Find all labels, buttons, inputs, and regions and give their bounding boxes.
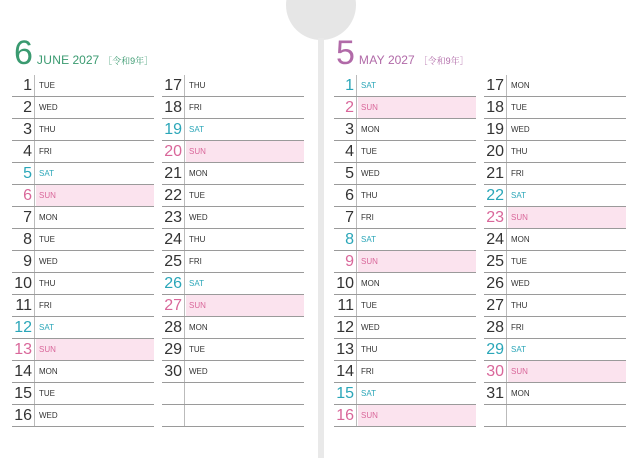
weekday-label: SUN: [358, 251, 476, 272]
row-divider: [506, 97, 507, 118]
day-row: [484, 251, 626, 273]
date-number: 29: [486, 341, 504, 358]
date-number: 10: [14, 275, 32, 292]
date-number: 24: [486, 231, 504, 248]
weekday-label: SUN: [508, 207, 626, 228]
weekday-label: THU: [511, 147, 528, 156]
day-column: [484, 75, 626, 427]
row-divider: [356, 383, 357, 404]
day-row: [162, 361, 304, 383]
day-row: [162, 229, 304, 251]
row-divider: [506, 383, 507, 404]
date-number: 13: [14, 341, 32, 358]
weekday-label: MON: [361, 125, 380, 134]
day-row: [484, 339, 626, 361]
day-row: [12, 207, 154, 229]
date-number: 14: [336, 363, 354, 380]
day-row: [12, 339, 154, 361]
date-number: 4: [23, 143, 32, 160]
row-divider: [184, 119, 185, 140]
date-number: 28: [486, 319, 504, 336]
row-divider: [34, 207, 35, 228]
row-divider: [34, 75, 35, 96]
date-number: 8: [345, 231, 354, 248]
row-divider: [184, 163, 185, 184]
day-row: [162, 141, 304, 163]
day-row: [484, 163, 626, 185]
weekday-label: SAT: [511, 191, 526, 200]
day-row: [334, 141, 476, 163]
day-row: [12, 75, 154, 97]
weekday-label: SAT: [361, 81, 376, 90]
month-name: JUNE: [36, 53, 70, 67]
row-divider: [184, 97, 185, 118]
row-divider: [506, 273, 507, 294]
date-number: 20: [486, 143, 504, 160]
row-divider: [356, 229, 357, 250]
row-divider: [34, 295, 35, 316]
date-number: 25: [486, 253, 504, 270]
date-number: 24: [164, 231, 182, 248]
date-number: 17: [164, 77, 182, 94]
day-row: [334, 229, 476, 251]
date-number: 27: [486, 297, 504, 314]
day-row: [334, 273, 476, 295]
weekday-label: SAT: [189, 125, 204, 134]
row-divider: [184, 383, 185, 404]
day-row: [12, 229, 154, 251]
row-divider: [356, 119, 357, 140]
weekday-label: THU: [189, 235, 206, 244]
weekday-label: TUE: [189, 191, 205, 200]
day-row: [162, 163, 304, 185]
day-row: [334, 405, 476, 427]
weekday-label: WED: [39, 103, 58, 112]
date-number: 19: [486, 121, 504, 138]
month-header: [14, 36, 153, 72]
date-number: 23: [164, 209, 182, 226]
day-row: [162, 317, 304, 339]
row-divider: [34, 141, 35, 162]
weekday-label: WED: [361, 169, 380, 178]
weekday-label: THU: [39, 125, 56, 134]
row-divider: [506, 75, 507, 96]
weekday-label: TUE: [39, 235, 55, 244]
day-row: [484, 97, 626, 119]
date-number: 5: [23, 165, 32, 182]
day-row: [484, 141, 626, 163]
day-row: [484, 405, 626, 427]
weekday-label: MON: [189, 169, 208, 178]
weekday-label: TUE: [361, 301, 377, 310]
date-number: 16: [336, 407, 354, 424]
day-row: [484, 75, 626, 97]
date-number: 30: [164, 363, 182, 380]
row-divider: [184, 339, 185, 360]
row-divider: [356, 405, 357, 426]
date-number: 9: [345, 253, 354, 270]
weekday-label: SUN: [358, 97, 476, 118]
june-page: [12, 0, 318, 458]
day-row: [162, 273, 304, 295]
day-row: [334, 295, 476, 317]
day-row: [12, 317, 154, 339]
row-divider: [356, 97, 357, 118]
day-row: [334, 97, 476, 119]
date-number: 5: [345, 165, 354, 182]
day-row: [334, 339, 476, 361]
row-divider: [184, 185, 185, 206]
row-divider: [356, 251, 357, 272]
weekday-label: SUN: [358, 405, 476, 426]
year: 2027: [72, 53, 100, 67]
weekday-label: SUN: [508, 361, 626, 382]
weekday-label: MON: [511, 81, 530, 90]
day-row: [334, 75, 476, 97]
row-divider: [506, 339, 507, 360]
weekday-label: MON: [39, 213, 58, 222]
weekday-label: WED: [39, 411, 58, 420]
weekday-label: FRI: [361, 213, 374, 222]
month-number: 6: [14, 34, 33, 72]
day-row: [162, 207, 304, 229]
date-number: 30: [486, 363, 504, 380]
row-divider: [356, 361, 357, 382]
date-number: 15: [336, 385, 354, 402]
row-divider: [184, 295, 185, 316]
day-row: [12, 141, 154, 163]
weekday-label: THU: [361, 345, 378, 354]
day-column: [162, 75, 304, 427]
date-number: 7: [345, 209, 354, 226]
weekday-label: WED: [189, 213, 208, 222]
row-divider: [506, 185, 507, 206]
weekday-label: THU: [189, 81, 206, 90]
row-divider: [34, 383, 35, 404]
date-number: 23: [486, 209, 504, 226]
date-number: 20: [164, 143, 182, 160]
day-row: [484, 273, 626, 295]
date-number: 2: [345, 99, 354, 116]
row-divider: [506, 163, 507, 184]
weekday-label: SAT: [39, 323, 54, 332]
weekday-label: [508, 405, 626, 426]
row-divider: [34, 119, 35, 140]
day-row: [12, 273, 154, 295]
day-row: [334, 383, 476, 405]
row-divider: [184, 229, 185, 250]
weekday-label: TUE: [39, 81, 55, 90]
weekday-label: FRI: [39, 147, 52, 156]
day-row: [162, 339, 304, 361]
weekday-label: TUE: [189, 345, 205, 354]
row-divider: [34, 317, 35, 338]
weekday-label: WED: [511, 125, 530, 134]
day-row: [162, 119, 304, 141]
day-row: [162, 75, 304, 97]
date-number: 9: [23, 253, 32, 270]
day-row: [334, 361, 476, 383]
date-number: 6: [345, 187, 354, 204]
day-row: [12, 405, 154, 427]
day-row: [12, 295, 154, 317]
date-number: 16: [14, 407, 32, 424]
weekday-label: MON: [511, 235, 530, 244]
page-spine: [318, 38, 324, 458]
day-row: [12, 119, 154, 141]
day-row: [162, 405, 304, 427]
date-number: 22: [164, 187, 182, 204]
date-number: 3: [345, 121, 354, 138]
weekday-label: FRI: [511, 323, 524, 332]
weekday-label: WED: [39, 257, 58, 266]
row-divider: [34, 273, 35, 294]
day-row: [484, 317, 626, 339]
date-number: 15: [14, 385, 32, 402]
weekday-label: MON: [189, 323, 208, 332]
weekday-label: THU: [511, 301, 528, 310]
date-number: 22: [486, 187, 504, 204]
weekday-label: FRI: [189, 103, 202, 112]
row-divider: [506, 207, 507, 228]
date-number: 11: [337, 297, 354, 314]
day-row: [484, 383, 626, 405]
weekday-label: SUN: [186, 295, 304, 316]
weekday-label: WED: [361, 323, 380, 332]
date-number: 28: [164, 319, 182, 336]
day-row: [12, 251, 154, 273]
date-number: 10: [336, 275, 354, 292]
row-divider: [184, 361, 185, 382]
day-row: [484, 119, 626, 141]
date-number: 26: [164, 275, 182, 292]
day-row: [12, 383, 154, 405]
weekday-label: FRI: [361, 367, 374, 376]
day-row: [334, 185, 476, 207]
weekday-label: THU: [39, 279, 56, 288]
day-row: [162, 251, 304, 273]
weekday-label: SAT: [361, 235, 376, 244]
date-number: 8: [23, 231, 32, 248]
row-divider: [34, 339, 35, 360]
date-number: 26: [486, 275, 504, 292]
row-divider: [506, 405, 507, 426]
date-number: 11: [15, 297, 32, 314]
day-row: [162, 185, 304, 207]
weekday-label: [186, 383, 304, 404]
date-number: 17: [486, 77, 504, 94]
day-row: [334, 119, 476, 141]
day-row: [12, 97, 154, 119]
weekday-label: SUN: [186, 141, 304, 162]
date-number: 31: [486, 385, 504, 402]
month-name: MAY: [358, 53, 385, 67]
row-divider: [184, 273, 185, 294]
day-row: [334, 163, 476, 185]
row-divider: [184, 317, 185, 338]
date-number: 12: [14, 319, 32, 336]
row-divider: [506, 361, 507, 382]
day-row: [484, 361, 626, 383]
day-row: [484, 229, 626, 251]
era-label: ［令和9年］: [103, 56, 154, 66]
row-divider: [34, 361, 35, 382]
row-divider: [184, 251, 185, 272]
weekday-label: WED: [511, 279, 530, 288]
row-divider: [356, 141, 357, 162]
date-number: 1: [345, 77, 354, 94]
date-number: 14: [14, 363, 32, 380]
row-divider: [506, 141, 507, 162]
day-row: [162, 97, 304, 119]
row-divider: [356, 273, 357, 294]
date-number: 19: [164, 121, 182, 138]
date-number: 21: [164, 165, 182, 182]
row-divider: [506, 317, 507, 338]
row-divider: [356, 339, 357, 360]
row-divider: [506, 119, 507, 140]
row-divider: [356, 207, 357, 228]
month-number: 5: [336, 34, 355, 72]
day-row: [162, 383, 304, 405]
era-label: ［令和9年］: [418, 56, 469, 66]
weekday-label: THU: [361, 191, 378, 200]
day-row: [484, 207, 626, 229]
row-divider: [506, 229, 507, 250]
weekday-label: TUE: [361, 147, 377, 156]
weekday-label: MON: [361, 279, 380, 288]
year: 2027: [387, 53, 415, 67]
row-divider: [356, 317, 357, 338]
date-number: 6: [23, 187, 32, 204]
row-divider: [34, 185, 35, 206]
day-row: [484, 295, 626, 317]
weekday-label: MON: [39, 367, 58, 376]
day-row: [484, 185, 626, 207]
weekday-label: [186, 405, 304, 426]
date-number: 21: [486, 165, 504, 182]
row-divider: [184, 405, 185, 426]
date-number: 13: [336, 341, 354, 358]
row-divider: [34, 405, 35, 426]
weekday-label: SAT: [189, 279, 204, 288]
row-divider: [356, 185, 357, 206]
row-divider: [34, 251, 35, 272]
row-divider: [506, 251, 507, 272]
weekday-label: SAT: [511, 345, 526, 354]
row-divider: [506, 295, 507, 316]
row-divider: [356, 295, 357, 316]
day-column: [334, 75, 476, 427]
row-divider: [356, 163, 357, 184]
row-divider: [184, 207, 185, 228]
date-number: 1: [23, 77, 32, 94]
row-divider: [34, 163, 35, 184]
date-number: 7: [23, 209, 32, 226]
day-row: [334, 251, 476, 273]
date-number: 25: [164, 253, 182, 270]
weekday-label: WED: [189, 367, 208, 376]
weekday-label: MON: [511, 389, 530, 398]
day-row: [162, 295, 304, 317]
may-page: [334, 0, 640, 458]
day-column: [12, 75, 154, 427]
day-row: [12, 361, 154, 383]
row-divider: [356, 75, 357, 96]
date-number: 27: [164, 297, 182, 314]
weekday-label: TUE: [39, 389, 55, 398]
weekday-label: SUN: [36, 185, 154, 206]
row-divider: [34, 97, 35, 118]
date-number: 4: [345, 143, 354, 160]
day-row: [12, 185, 154, 207]
row-divider: [34, 229, 35, 250]
date-number: 12: [336, 319, 354, 336]
weekday-label: SAT: [361, 389, 376, 398]
day-row: [334, 207, 476, 229]
weekday-label: SAT: [39, 169, 54, 178]
weekday-label: TUE: [511, 257, 527, 266]
weekday-label: FRI: [511, 169, 524, 178]
weekday-label: FRI: [189, 257, 202, 266]
day-row: [334, 317, 476, 339]
day-row: [12, 163, 154, 185]
row-divider: [184, 141, 185, 162]
weekday-label: SUN: [36, 339, 154, 360]
date-number: 29: [164, 341, 182, 358]
date-number: 2: [23, 99, 32, 116]
row-divider: [184, 75, 185, 96]
date-number: 18: [486, 99, 504, 116]
date-number: 3: [23, 121, 32, 138]
weekday-label: TUE: [511, 103, 527, 112]
date-number: 18: [164, 99, 182, 116]
month-header: [336, 36, 469, 72]
weekday-label: FRI: [39, 301, 52, 310]
